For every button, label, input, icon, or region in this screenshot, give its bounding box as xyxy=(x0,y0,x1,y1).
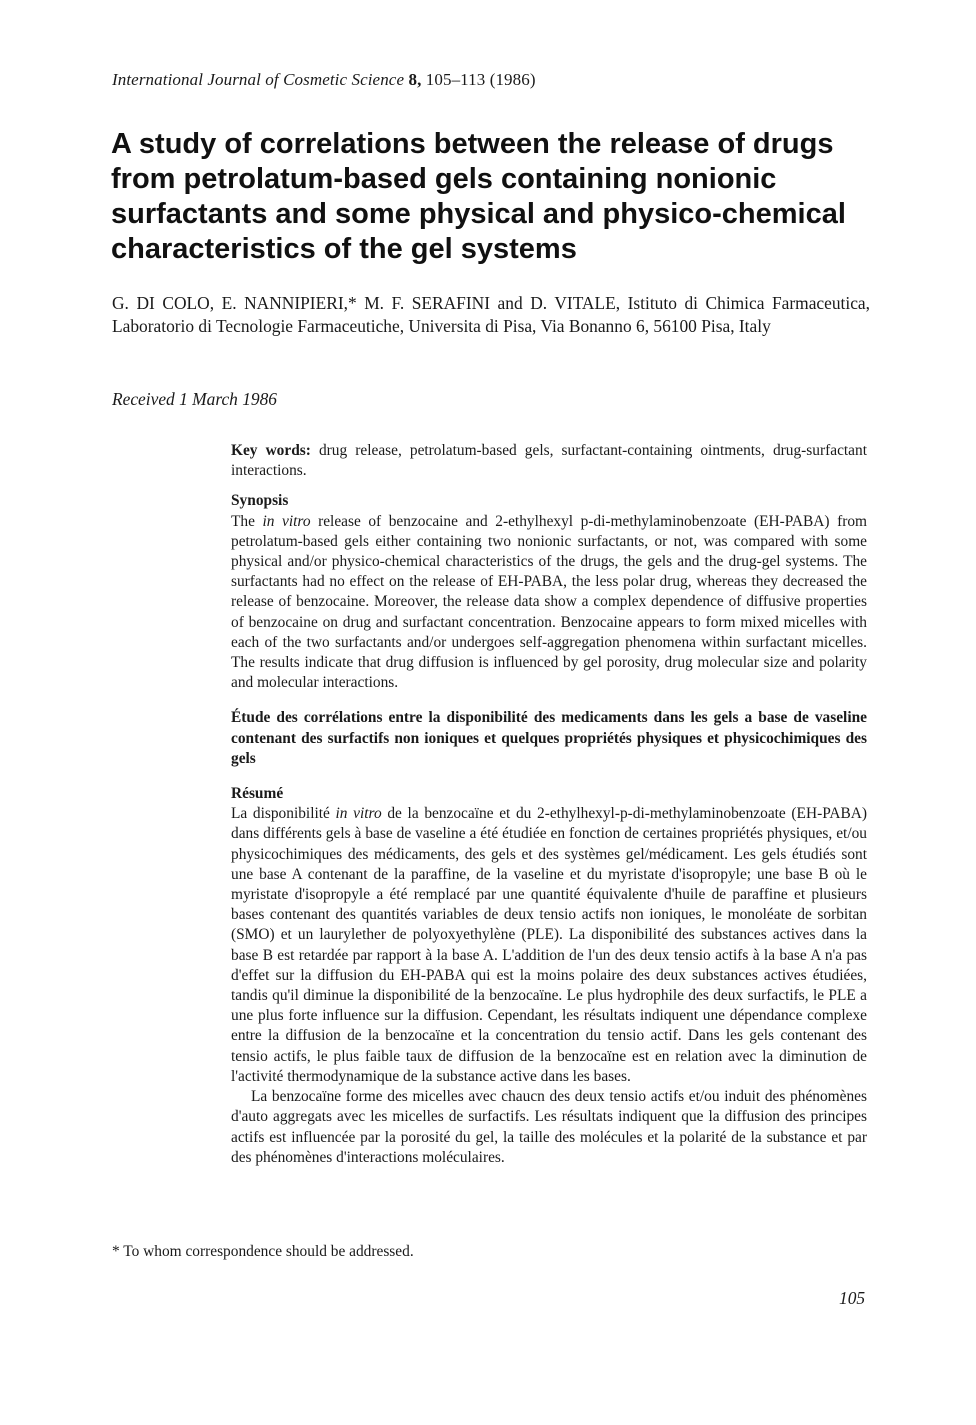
keywords xyxy=(231,441,867,481)
page-number: 105 xyxy=(839,1288,866,1308)
synopsis-heading: Synopsis xyxy=(231,492,289,510)
keywords-text: drug release, petrolatum-based gels, surfactant-containing ointments, drug-surfactant interactions. xyxy=(231,442,867,480)
synopsis-text: The in vitro release of benzocaine and 2-ethylhexyl p-di-methylaminobenzoate (EH-PABA) from petrolatum-based gels either containing two nonionic surfactants, or not, was compared with some physical and/or physico-chemical characteristics of the drugs, the gels and the drug-gel systems. The surfactants had no effect on the release of EH-PABA, the less polar drug, whereas they decreased the release of benzocaine. Moreover, the release data show a complex dependence of diffusive properties of benzocaine on drug and surfactant concentration. Benzocaine appears to form mixed micelles with each of the two surfactants and/or undergoes self-aggregation phenomena within surfactant micelles. The results indicate that drug diffusion is influenced by gel porosity, drug molecular size and polarity and molecular interactions. xyxy=(231,512,867,692)
footnote: * To whom correspondence should be addressed. xyxy=(112,1243,414,1260)
article-title: A study of correlations between the release of drugs from petrolatum-based gels containing nonionic surfactants and some physical and physico-chemical characteristics of the gel systems xyxy=(111,128,846,265)
keywords-label: Key words: xyxy=(231,442,311,459)
journal-citation xyxy=(112,70,536,90)
journal-name: International Journal of Cosmetic Science xyxy=(112,70,405,89)
resume-text: La disponibilité in vitro de la benzocaïne et du 2-ethylhexyl-p-di-methylaminobenzoate (EH-PABA) dans différents gels à base de vaseline a été étudiée en fonction de certaines propriétés physiques, et/ou physicochimiques des médicaments, des gels et des systèmes gel/médicament. Les gels étudiés sont une base A contenant de la paraffine, de la vaseline et du myristate d'isopropyle; une base B où le myristate d'isopropyle a été remplacé par une quantité équivalente d'huile de paraffine et plusieurs bases contenant des quantités variables de deux tensio actifs non ioniques, le monoléate de sorbitan (SMO) et un laurylether de polyoxyethylène (PLE). La disponibilité des substances actives dans la base B est retardée par rapport à la base A. L'addition de l'un des deux tensio actifs à la base A n'a pas d'effet sur la diffusion du EH-PABA qui est la moins polaire des deux substances actives étudiées, tandis qu'il diminue la disponibilité de la benzocaïne. Le plus hydrophile des deux surfactifs, le PLE a une plus forte influence sur la diffusion. Cependant, les résultats indiquent une dépendance complexe entre la diffusion de la benzocaïne et la concentration du tensio actif. Dans les gels contenant des tensio actifs, le plus faible taux de diffusion de la benzocaïne est en relation avec la diminution de l'activité thermodynamique de la substance active dans les bases. xyxy=(231,805,867,1085)
journal-pages: 105–113 (1986) xyxy=(425,70,536,89)
resume-text-2: La benzocaïne forme des micelles avec chaucn des deux tensio actifs et/ou induit des phénomènes d'auto aggregats avec les micelles de surfactifs. Les résultats indiquent que la diffusion des principes actifs est influencée par la porosité du gel, la taille des molécules et la polarité de la substance et par des phénomènes d'interactions moléculaires. xyxy=(231,1088,867,1166)
authors-affiliation: G. DI COLO, E. NANNIPIERI,* M. F. SERAFINI and D. VITALE, Istituto di Chimica Farmaceutica, Laboratorio di Tecnologie Farmaceutiche, Universita di Pisa, Via Bonanno 6, 56100 Pisa, Italy xyxy=(112,293,870,336)
journal-volume: 8, xyxy=(408,70,422,89)
resume-heading: Résumé xyxy=(231,785,284,803)
french-title: Étude des corrélations entre la disponibilité des medicaments dans les gels a base de vaseline contenant des surfactifs non ioniques et quelques propriétés physiques et physicochimiques des gels xyxy=(231,709,867,767)
received-date: Received 1 March 1986 xyxy=(112,389,277,409)
abstract-block xyxy=(231,441,867,1168)
